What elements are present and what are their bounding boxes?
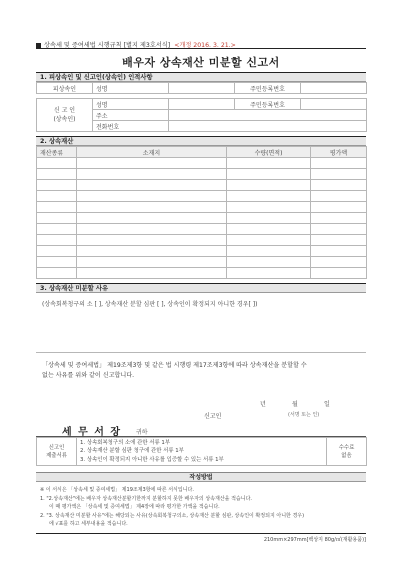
attachments-table — [36, 437, 367, 466]
note-item: ※ 이 서식은 「상속세 및 증여세법」 제19조제3항에 따른 서식입니다. — [40, 487, 194, 493]
estate-header-row — [37, 147, 367, 158]
signature-line — [36, 410, 366, 421]
declaration-line-1: 「상속세 및 증여세법」 제19조제3항 및 같은 법 시행령 제17조제3항에 따라 상속재산을 분할할 수 — [42, 362, 307, 369]
estate-col-quantity: 수량(면적) — [227, 147, 311, 158]
estate-col-type: 재산종류 — [37, 147, 77, 158]
revision-date: <개정 2016. 3. 21.> — [174, 42, 236, 49]
list-item: 1. 상속회복청구의 소에 관한 서류 1부 — [80, 439, 171, 446]
tax-office-line — [36, 421, 366, 437]
heir-label: 신 고 인 (상속인) — [37, 99, 93, 132]
tax-office-suffix: 귀하 — [136, 429, 148, 436]
table-row[interactable] — [37, 169, 367, 180]
day-label: 일 — [324, 401, 330, 408]
declaration-statement — [36, 353, 366, 399]
note-item: 2. "3. 상속재산 미분할 사유"에는 해당되는 사유(상속회복청구의소, 상속재산 분할 심판, 상속인이 확정되지 아니한 경우) — [40, 512, 305, 519]
decedent-label: 피상속인 — [37, 83, 93, 94]
table-row[interactable] — [37, 246, 367, 257]
table-row[interactable] — [37, 180, 367, 191]
law-reference: 상속세 및 증여세법 시행규칙 [별지 제3호서식] — [44, 42, 171, 49]
signature-note: (서명 또는 인) — [288, 412, 320, 418]
section3-heading: 3. 상속재산 미분할 사유 — [36, 283, 366, 293]
fee-cell: 수수료 없음 — [327, 438, 367, 466]
square-bullet-icon — [36, 43, 41, 48]
form-title: 배우자 상속재산 미분할 신고서 — [36, 48, 366, 72]
table-row[interactable] — [37, 257, 367, 268]
heir-rrn-field[interactable] — [301, 99, 367, 110]
section1-heading: 1. 피상속인 및 신고인(상속인) 인적사항 — [36, 72, 366, 82]
attachments-label: 신고인 제출서류 — [37, 438, 77, 466]
estate-table — [36, 146, 367, 279]
decedent-table — [36, 82, 367, 94]
heir-phone-field[interactable] — [169, 121, 367, 132]
month-label: 월 — [292, 401, 298, 408]
list-item: 2. 상속재산 분할 심판 청구에 관한 서류 1부 — [80, 448, 184, 455]
note-item: 이 때 평가액은 「상속세 및 증여세법」 제4장에 따라 평가한 가액을 적습니다. — [49, 504, 220, 511]
table-row[interactable] — [37, 213, 367, 224]
date-line — [36, 399, 366, 410]
paper-spec-footer: 210mm×297mm[백상지 80g/㎡(재활용품)] — [36, 533, 366, 543]
reason-options: (상속회복청구의 소 [ ], 상속재산 분할 심판 [ ], 상속인이 확정되지 아니한 경우[ ]) — [42, 301, 258, 308]
estate-col-location: 소재지 — [77, 147, 227, 158]
table-row[interactable] — [37, 202, 367, 213]
attachments-list — [77, 438, 327, 466]
heir-name-label: 성명 — [93, 99, 169, 110]
table-row[interactable] — [37, 235, 367, 246]
decedent-rrn-label: 주민등록번호 — [235, 83, 301, 94]
table-row[interactable] — [37, 191, 367, 202]
decedent-rrn-field[interactable] — [301, 83, 367, 94]
heir-address-label: 주소 — [93, 110, 169, 121]
tax-office-name: 세 무 서 장 — [62, 427, 122, 438]
table-row[interactable] — [37, 224, 367, 235]
reason-field[interactable] — [36, 293, 366, 353]
year-label: 년 — [260, 401, 266, 408]
method-heading: 작성방법 — [36, 472, 366, 482]
note-item: 에 √표를 하고 세부내용을 적습니다. — [49, 521, 128, 528]
decedent-name-field[interactable] — [169, 83, 235, 94]
table-row[interactable] — [37, 268, 367, 279]
decedent-name-label: 성명 — [93, 83, 169, 94]
heir-table — [36, 98, 367, 132]
heir-address-field[interactable] — [169, 110, 367, 121]
table-row[interactable] — [37, 158, 367, 169]
estate-col-value: 평가액 — [311, 147, 367, 158]
reporter-label: 신고인 — [204, 413, 222, 420]
report-form — [36, 48, 366, 529]
heir-phone-label: 전화번호 — [93, 121, 169, 132]
note-item: 1. "2.상속재산"에는 배우자 상속재산분할기한까지 분할하지 못한 배우자의 상속재산을 적습니다. — [40, 495, 252, 502]
list-item: 3. 상속인이 확정되지 아니한 사유를 입증할 수 있는 서류 1부 — [80, 456, 224, 463]
heir-rrn-label: 주민등록번호 — [235, 99, 301, 110]
declaration-line-2: 없는 사유를 위와 같이 신고합니다. — [42, 372, 135, 379]
method-notes — [36, 482, 366, 529]
section2-heading: 2. 상속재산 — [36, 136, 366, 146]
heir-name-field[interactable] — [169, 99, 235, 110]
